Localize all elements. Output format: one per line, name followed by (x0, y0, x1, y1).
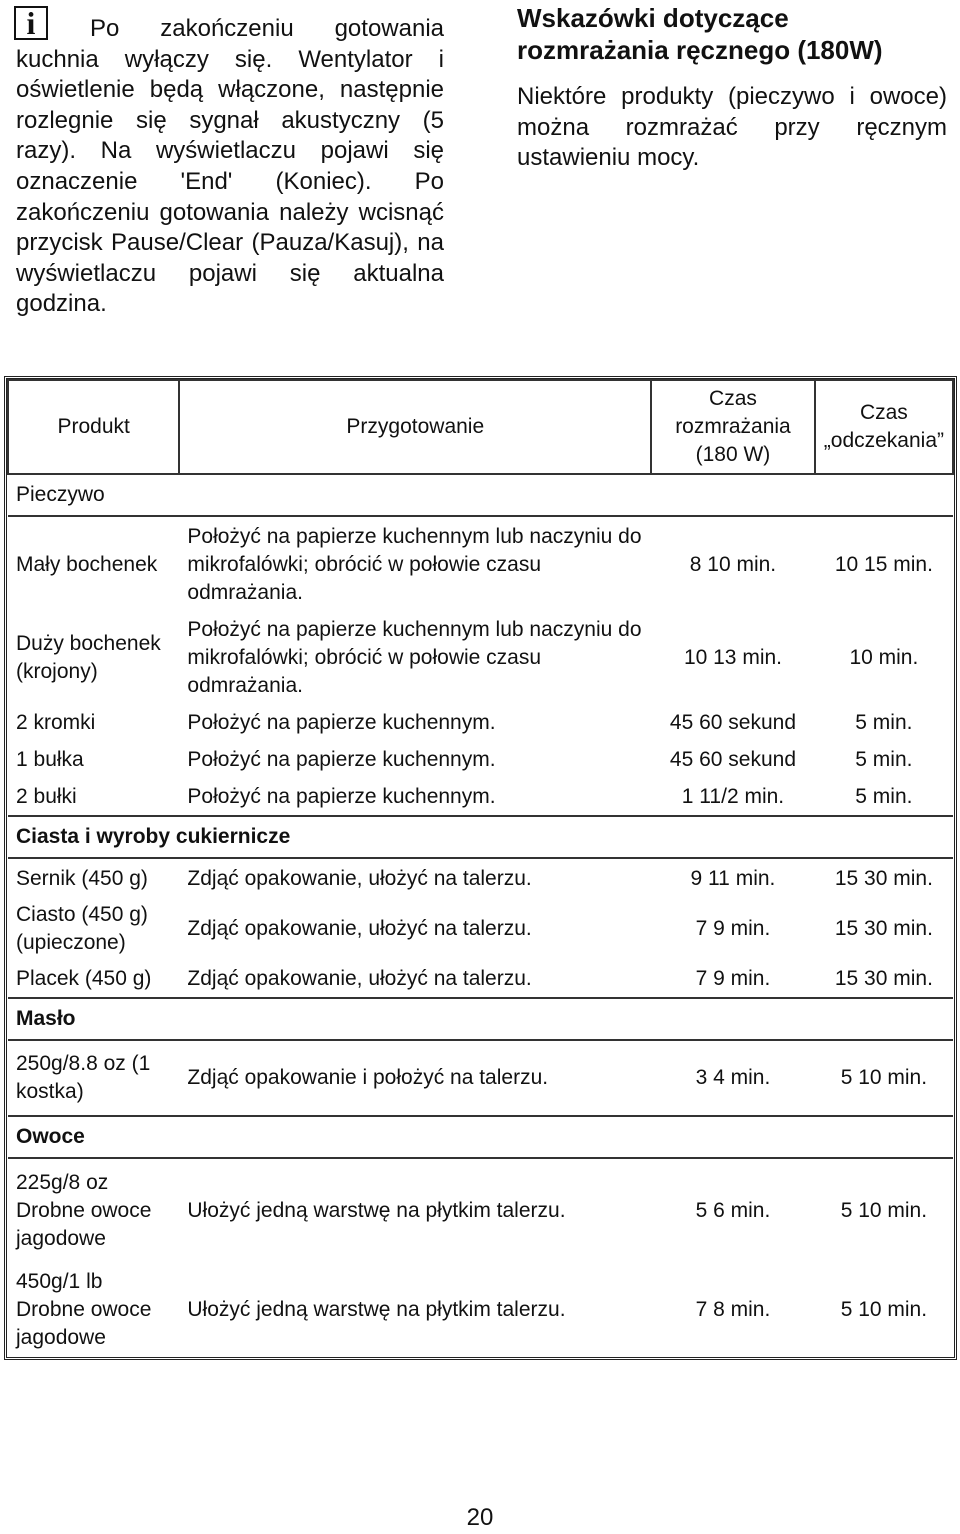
cooking-end-paragraph: Po zakończeniu gotowania kuchnia wyłączy się. Wentylator i oświetlenie będą włączone, następnie rozlegnie się sygnał akustyczny (5 razy). Na wyświetlaczu pojawi się oznaczenie 'End' (Koniec). Po zakończeniu gotowania należy wcisnąć przycisk Pause/Clear (Pauza/Kasuj), na wyświetlaczu pojawi się aktualna godzina. (16, 15, 444, 318)
product-cell: Mały bochenek (16, 552, 158, 576)
section-title: Ciasta i wyroby cukiernicze (8, 816, 953, 858)
prep-cell: Położyć na papierze kuchennym. (187, 784, 496, 808)
manual-defrost-paragraph: Niektóre produkty (pieczywo i owoce) można rozmrażać przy ręcznym ustawieniu mocy. (517, 83, 947, 172)
prep-cell: Położyć na papierze kuchennym. (187, 747, 496, 771)
page-number: 20 (466, 1504, 494, 1531)
prep-cell: Zdjąć opakowanie, ułożyć na talerzu. (187, 966, 532, 990)
wait-cell: 5 min. (855, 710, 913, 734)
header-standing-time: Czas „odczekania” (815, 380, 953, 474)
wait-cell: 5 min. (855, 747, 913, 771)
wait-cell: 10 15 min. (834, 552, 933, 576)
product-cell: Ciasto (450 g) (upieczone) (16, 903, 148, 954)
table-row (8, 704, 953, 741)
wait-cell: 15 30 min. (834, 866, 933, 890)
wait-cell: 15 30 min. (834, 917, 933, 940)
table-row (8, 516, 953, 612)
product-cell: 2 kromki (16, 710, 96, 734)
table-row (8, 1262, 953, 1358)
time-cell: 45 60 sekund (669, 747, 797, 771)
wait-cell: 5 10 min. (840, 1066, 928, 1089)
time-cell: 9 11 min. (690, 866, 776, 890)
time-cell: 7 9 min. (695, 966, 771, 990)
time-cell: 3 4 min. (695, 1066, 771, 1089)
product-cell: Placek (450 g) (16, 966, 152, 990)
prep-cell: Zdjąć opakowanie, ułożyć na talerzu. (187, 917, 532, 940)
time-cell: 5 6 min. (695, 1198, 771, 1222)
time-cell: 1 11/2 min. (681, 784, 785, 808)
prep-cell: Położyć na papierze kuchennym lub naczyniu do mikrofalówki; obrócić w połowie czasu odmrażania. (187, 618, 642, 697)
prep-cell: Ułożyć jedną warstwę na płytkim talerzu. (187, 1198, 566, 1222)
wait-cell: 10 min. (849, 646, 919, 669)
product-cell: 225g/8 oz Drobne owoce jagodowe (16, 1170, 152, 1250)
product-cell: 1 bułka (16, 747, 84, 771)
wait-cell: 15 30 min. (834, 966, 933, 990)
time-cell: 45 60 sekund (669, 710, 797, 734)
header-preparation: Przygotowanie (179, 380, 651, 474)
section-title: Owoce (8, 1116, 953, 1158)
prep-cell: Zdjąć opakowanie, ułożyć na talerzu. (187, 866, 532, 890)
time-cell: 7 8 min. (695, 1298, 771, 1321)
section-title: Masło (8, 998, 953, 1040)
manual-defrost-title: Wskazówki dotyczące rozmrażania ręcznego (180W) (517, 3, 883, 65)
table-row (8, 960, 953, 998)
table-row (8, 778, 953, 816)
wait-cell: 5 10 min. (840, 1298, 928, 1321)
info-icon: i (14, 6, 48, 40)
table-row (8, 1158, 953, 1262)
time-cell: 10 13 min. (683, 646, 782, 669)
product-cell: Sernik (450 g) (16, 866, 148, 890)
table-row (8, 858, 953, 898)
table-row (8, 612, 953, 704)
wait-cell: 5 10 min. (840, 1198, 928, 1222)
prep-cell: Położyć na papierze kuchennym lub naczyniu do mikrofalówki; obrócić w połowie czasu odmrażania. (187, 524, 642, 604)
time-cell: 8 10 min. (689, 552, 777, 576)
section-row (8, 998, 953, 1040)
section-row (8, 1116, 953, 1158)
prep-cell: Położyć na papierze kuchennym. (187, 710, 496, 734)
section-row (8, 816, 953, 858)
prep-cell: Zdjąć opakowanie i położyć na talerzu. (187, 1066, 549, 1089)
table-header-row (8, 380, 953, 474)
product-cell: 250g/8.8 oz (1 kostka) (16, 1052, 151, 1103)
header-product: Produkt (8, 380, 179, 474)
product-cell: 450g/1 lb Drobne owoce jagodowe (16, 1270, 152, 1349)
time-cell: 7 9 min. (695, 917, 771, 940)
section-title: Pieczywo (8, 474, 953, 516)
header-defrost-time: Czas rozmrażania (180 W) (651, 380, 815, 474)
wait-cell: 5 min. (855, 784, 913, 808)
product-cell: Duży bochenek (krojony) (16, 632, 161, 683)
product-cell: 2 bułki (16, 784, 77, 808)
table-row (8, 741, 953, 778)
section-row (8, 474, 953, 516)
prep-cell: Ułożyć jedną warstwę na płytkim talerzu. (187, 1298, 566, 1321)
table-row (8, 898, 953, 960)
defrost-table (4, 376, 957, 1360)
table-row (8, 1040, 953, 1116)
